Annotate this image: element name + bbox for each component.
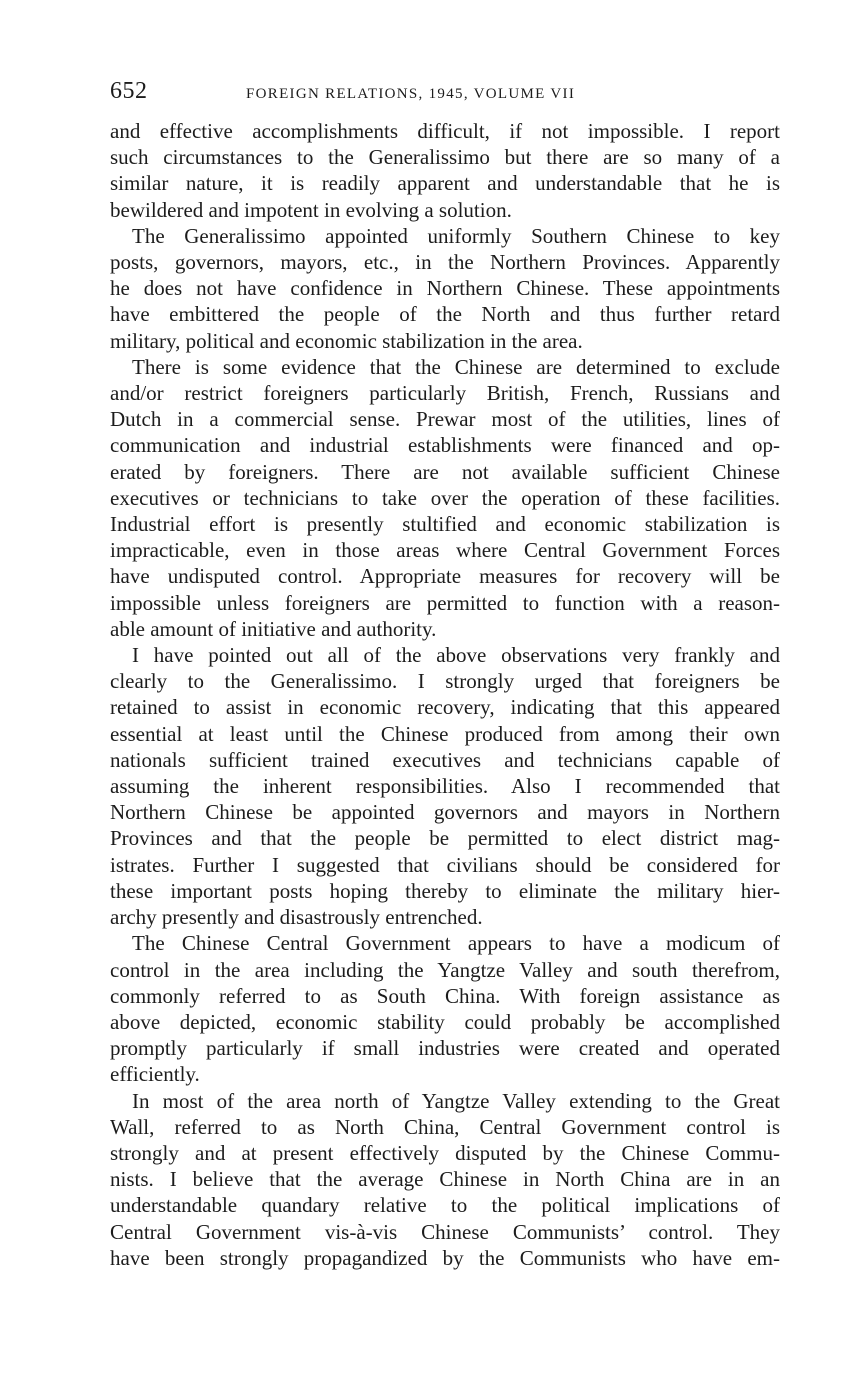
text-line: Wall, referred to as North China, Central Government control is — [110, 1114, 780, 1139]
text-line: clearly to the Generalissimo. I strongly urged that foreigners be — [110, 669, 780, 694]
text-line: The Chinese Central Government appears to have a modicum of — [132, 931, 780, 956]
text-line: efficiently. — [110, 1062, 200, 1087]
text-line: commonly referred to as South China. With foreign assistance as — [110, 983, 780, 1008]
paragraph — [110, 118, 780, 223]
text-line: In most of the area north of Yangtze Valley extending to the Great — [132, 1088, 780, 1113]
text-line: essential at least until the Chinese produced from among their own — [110, 721, 780, 746]
text-line: have been strongly propagandized by the Communists who have em- — [110, 1245, 780, 1270]
paragraph — [110, 930, 780, 1087]
text-line: Industrial effort is presently stultified and economic stabilization is — [110, 512, 780, 537]
paragraph — [110, 642, 780, 930]
text-line: Provinces and that the people be permitted to elect district mag- — [110, 826, 780, 851]
text-line: communication and industrial establishments were financed and op- — [110, 433, 780, 458]
text-line: bewildered and impotent in evolving a solution. — [110, 197, 512, 222]
text-line: impracticable, even in those areas where Central Government Forces — [110, 538, 780, 563]
text-line: impossible unless foreigners are permitted to function with a reason- — [110, 590, 780, 615]
text-line: executives or technicians to take over the operation of these facilities. — [110, 485, 780, 510]
body-text — [110, 118, 780, 1271]
text-line: able amount of initiative and authority. — [110, 616, 437, 641]
paragraph — [110, 223, 780, 354]
page-number: 652 — [110, 78, 148, 104]
text-line: understandable quandary relative to the political implications of — [110, 1193, 780, 1218]
text-line: he does not have confidence in Northern Chinese. These appointments — [110, 276, 780, 301]
text-line: I have pointed out all of the above observations very frankly and — [132, 643, 780, 668]
text-line: There is some evidence that the Chinese are determined to exclude — [132, 354, 780, 379]
text-line: these important posts hoping thereby to eliminate the military hier- — [110, 878, 780, 903]
text-line: Dutch in a commercial sense. Prewar most of the utilities, lines of — [110, 407, 780, 432]
text-line: posts, governors, mayors, etc., in the Northern Provinces. Apparently — [110, 250, 780, 275]
text-line: nationals sufficient trained executives and technicians capable of — [110, 747, 780, 772]
text-line: nists. I believe that the average Chinese in North China are in an — [110, 1167, 780, 1192]
text-line: control in the area including the Yangtze Valley and south therefrom, — [110, 957, 780, 982]
paragraph — [110, 1088, 780, 1271]
text-line: retained to assist in economic recovery, indicating that this appeared — [110, 695, 780, 720]
text-line: istrates. Further I suggested that civilians should be considered for — [110, 852, 780, 877]
text-line: strongly and at present effectively disputed by the Chinese Commu- — [110, 1140, 780, 1165]
text-line: and effective accomplishments difficult, if not impossible. I report — [110, 119, 780, 143]
text-line: similar nature, it is readily apparent and understandable that he is — [110, 171, 780, 196]
text-line: above depicted, economic stability could probably be accomplished — [110, 1009, 780, 1034]
document-page — [110, 78, 780, 1271]
paragraph — [110, 354, 780, 642]
running-head — [110, 78, 780, 118]
text-line: erated by foreigners. There are not available sufficient Chinese — [110, 459, 780, 484]
text-line: archy presently and disastrously entrenched. — [110, 905, 483, 930]
text-line: assuming the inherent responsibilities. Also I recommended that — [110, 774, 780, 799]
text-line: military, political and economic stabilization in the area. — [110, 328, 583, 353]
text-line: promptly particularly if small industries were created and operated — [110, 1036, 780, 1061]
text-line: and/or restrict foreigners particularly British, French, Russians and — [110, 381, 780, 406]
text-line: The Generalissimo appointed uniformly Southern Chinese to key — [132, 223, 780, 248]
text-line: Northern Chinese be appointed governors and mayors in Northern — [110, 800, 780, 825]
running-title: FOREIGN RELATIONS, 1945, VOLUME VII — [246, 86, 576, 102]
text-line: have undisputed control. Appropriate measures for recovery will be — [110, 564, 780, 589]
text-line: such circumstances to the Generalissimo but there are so many of a — [110, 145, 780, 170]
text-line: have embittered the people of the North and thus further retard — [110, 302, 780, 327]
text-line: Central Government vis-à-vis Chinese Communists’ control. They — [110, 1219, 780, 1244]
